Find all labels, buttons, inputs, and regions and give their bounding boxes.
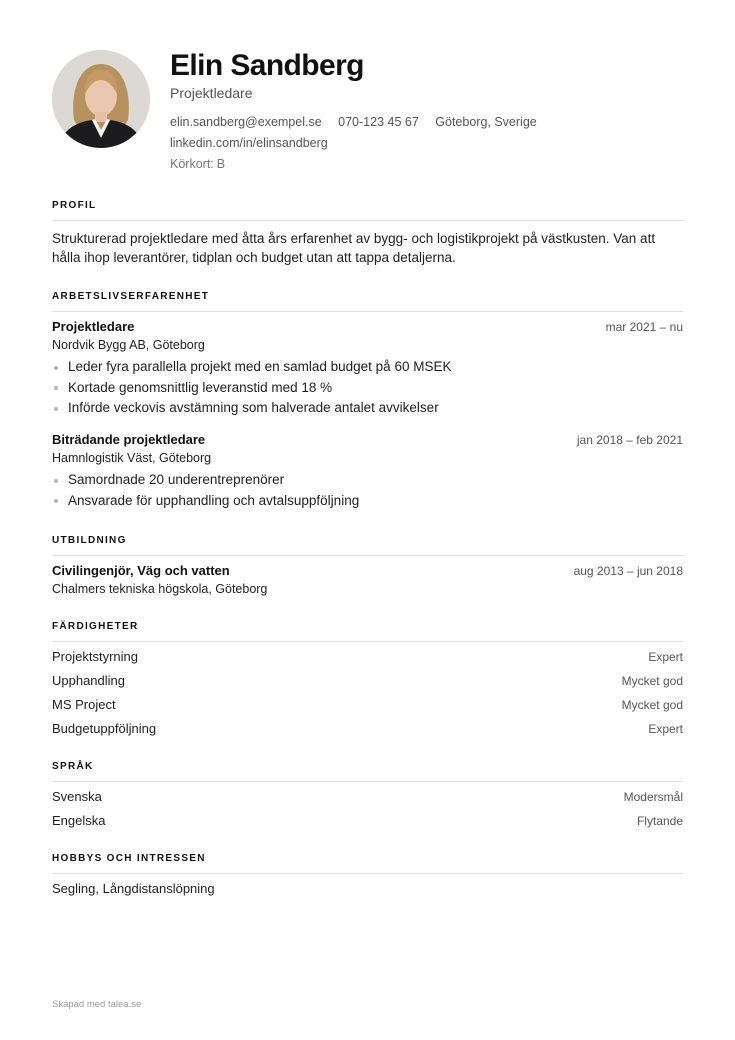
skills-list [52,649,683,745]
skill-level: Expert [648,722,683,736]
portrait-image [52,50,150,148]
language-row [52,789,683,813]
education-entry [52,563,683,597]
language-name: Engelska [52,813,106,828]
job-entry [52,319,683,419]
profile-text: Strukturerad projektledare med åtta års erfarenhet av bygg- och logistikprojekt på västkusten. Van att hålla ihop leverantörer, tidplan och budget utan att tappa detaljerna. [52,231,656,265]
footer-credit[interactable]: Skapad med talea.se [52,999,142,1010]
language-row [52,813,683,837]
job-bullets [52,470,683,511]
skill-level: Mycket god [621,698,683,712]
avatar [52,50,150,148]
job-dates: jan 2018 – feb 2021 [576,433,683,447]
license-value: B [216,157,226,171]
job-bullet: Ansvarade för upphandling och avtalsuppföljning [52,491,683,512]
skill-name: MS Project [52,697,116,712]
skill-row [52,673,683,697]
job-bullets [52,357,683,419]
skill-level: Mycket god [621,674,683,688]
resume-page [52,0,683,896]
location: Göteborg, Sverige [435,115,537,129]
section-heading-experience: ARBETSLIVSERFARENHET [52,291,683,312]
skill-name: Budgetuppföljning [52,721,157,736]
languages-list [52,789,683,837]
skill-level: Expert [648,650,683,664]
license-label: Körkort: [170,157,214,171]
skill-name: Projektstyrning [52,649,138,664]
education-school: Chalmers tekniska högskola, Göteborg [52,582,268,596]
job-dates: mar 2021 – nu [605,320,683,334]
section-heading-profile: PROFIL [52,200,683,221]
job-bullet: Leder fyra parallella projekt med en samlad budget på 60 MSEK [52,357,683,378]
full-name: Elin Sandberg [170,49,364,82]
job-bullet: Samordnade 20 underentreprenörer [52,470,683,491]
email-link[interactable]: elin.sandberg@exempel.se [170,115,322,129]
skill-row [52,721,683,745]
skill-row [52,697,683,721]
resume-header [52,0,683,178]
drivers-license [170,156,225,172]
skill-name: Upphandling [52,673,126,688]
job-company: Nordvik Bygg AB, Göteborg [52,338,205,352]
section-heading-skills: FÄRDIGHETER [52,621,683,642]
section-heading-hobbies: HOBBYS OCH INTRESSEN [52,853,683,874]
job-company: Hamnlogistik Väst, Göteborg [52,451,212,465]
hobbies-text: Segling, Långdistanslöpning [52,881,215,896]
language-level: Modersmål [623,790,683,804]
linkedin-link[interactable]: linkedin.com/in/elinsandberg [170,136,328,150]
education-degree: Civilingenjör, Väg och vatten [52,563,230,578]
phone-number[interactable]: 070-123 45 67 [338,115,419,129]
job-bullet: Införde veckovis avstämning som halverade antalet avvikelser [52,398,683,419]
section-heading-languages: SPRÅK [52,761,683,782]
job-entry [52,432,683,511]
education-dates: aug 2013 – jun 2018 [573,564,683,578]
job-bullet: Kortade genomsnittlig leveranstid med 18 % [52,378,683,399]
job-position: Biträdande projektledare [52,432,206,447]
language-name: Svenska [52,789,102,804]
job-position: Projektledare [52,319,135,334]
skill-row [52,649,683,673]
language-level: Flytande [636,814,683,828]
section-heading-education: UTBILDNING [52,535,683,556]
contact-row [170,114,550,130]
job-title: Projektledare [170,85,253,101]
